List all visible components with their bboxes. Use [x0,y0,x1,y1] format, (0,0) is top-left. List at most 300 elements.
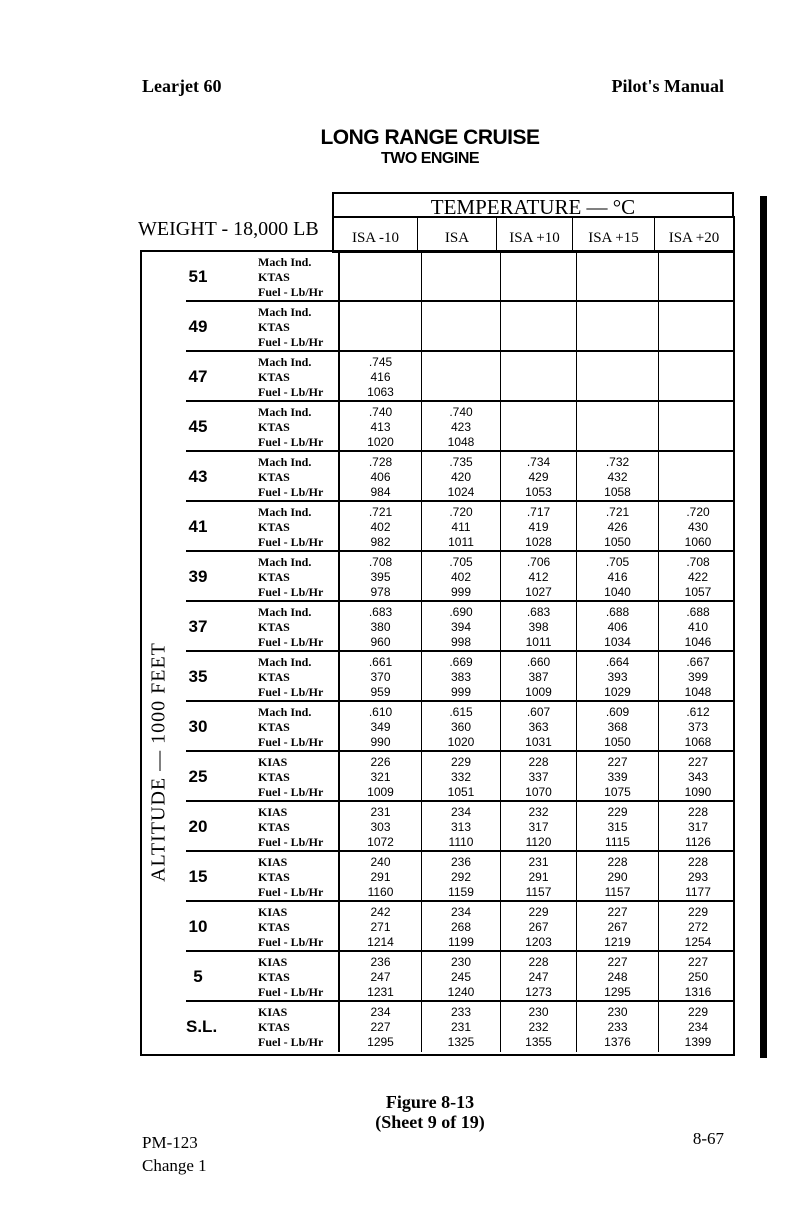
cell-value: .740 [368,405,393,419]
cell-value: 399 [687,670,709,684]
table-cell [500,502,576,550]
table-cell [338,1002,421,1052]
parameter-label: KTAS [258,520,290,534]
parameter-label: Fuel - Lb/Hr [258,735,324,749]
altitude-value: 15 [188,867,208,886]
cell-value: .732 [605,455,630,469]
cell-value: 432 [607,470,628,484]
parameter-label: Mach Ind. [258,405,312,419]
cell-value: .708 [368,555,393,569]
parameter-label: Fuel - Lb/Hr [258,935,324,949]
cell-value: 1050 [604,535,631,549]
cell-value: .661 [368,655,393,669]
parameter-labels [210,952,338,1000]
cell-value: 227 [607,905,628,919]
cell-value: 411 [451,520,471,534]
cell-value: 233 [450,1005,472,1019]
table-cell [500,302,576,350]
cell-value [340,305,421,320]
table-cell [338,552,421,600]
table-cell [421,302,500,350]
cell-value: 1159 [448,885,474,899]
cell-value: .660 [526,655,551,669]
column-header: ISA [417,218,496,250]
parameter-label: Mach Ind. [258,455,312,469]
table-cell [338,402,421,450]
table-cell [658,802,737,850]
table-row [186,852,735,902]
cell-value: .607 [526,705,551,719]
cell-value: 1214 [367,935,394,949]
cell-value: .690 [449,605,473,619]
cell-value [659,270,737,285]
cell-value: 227 [607,755,628,769]
table-row [186,252,735,302]
cell-value: 982 [370,535,391,549]
cell-value: 236 [450,855,472,869]
cell-value: 430 [687,520,709,534]
table-cell [500,652,576,700]
cell-value: .705 [605,555,630,569]
cell-value [501,305,576,320]
cell-value [659,405,737,420]
cell-value: 343 [687,770,709,784]
cell-value [501,270,576,285]
cell-value: 1048 [684,685,712,699]
cell-value: 990 [370,735,391,749]
cell-value: 1034 [604,635,631,649]
cell-value: 394 [450,620,472,634]
table-cell [338,502,421,550]
cell-value: 228 [687,855,709,869]
cell-value: 380 [370,620,391,634]
cell-value [340,255,421,270]
cell-value [659,385,737,400]
parameter-label: Fuel - Lb/Hr [258,485,324,499]
cell-value: 1024 [447,485,475,499]
cell-value: 1029 [604,685,631,699]
parameter-labels [210,452,338,500]
cell-value: 236 [370,955,391,969]
parameter-label: KTAS [258,920,290,934]
cell-value: 226 [370,755,391,769]
altitude-value: S.L. [186,1017,218,1036]
table-cell [421,352,500,400]
cell-value: 1325 [447,1035,475,1049]
altitude-value: 39 [188,567,208,586]
altitude-value: 20 [188,817,208,836]
cell-value: 247 [528,970,549,984]
cell-value [577,320,658,335]
altitude-value: 47 [188,367,208,386]
cell-value: 420 [450,470,472,484]
cell-value: 291 [370,870,391,884]
parameter-label: Fuel - Lb/Hr [258,1035,324,1049]
cell-value: 959 [370,685,391,699]
cell-value: 293 [687,870,709,884]
parameter-label: KTAS [258,820,290,834]
table-row [186,452,735,502]
cell-value: 1072 [367,835,394,849]
parameter-label: KTAS [258,720,290,734]
cell-value: 240 [370,855,391,869]
parameter-label: KTAS [258,620,290,634]
cell-value: 227 [687,755,709,769]
table-cell [500,902,576,950]
cell-value: 291 [528,870,549,884]
parameter-labels [210,702,338,750]
altitude-value: 30 [188,717,208,736]
table-cell [658,952,737,1000]
table-cell [576,552,658,600]
cell-value: 232 [528,805,549,819]
parameter-label: Mach Ind. [258,305,312,319]
parameter-label: Fuel - Lb/Hr [258,435,324,449]
cell-value: .615 [449,705,473,719]
cell-value: 271 [370,920,391,934]
altitude-axis-label-box [146,512,172,1012]
cell-value: 383 [450,670,472,684]
table-cell [658,852,737,900]
parameter-labels [210,252,338,300]
table-cell [576,702,658,750]
table-row [186,802,735,852]
cell-value: 268 [450,920,472,934]
table-row [186,602,735,652]
cell-value: 332 [450,770,472,784]
cell-value [577,355,658,370]
cell-value [422,270,500,285]
cell-value: 373 [687,720,709,734]
parameter-label: KIAS [258,755,288,769]
cell-value: 393 [607,670,628,684]
cell-value: 426 [607,520,628,534]
cell-value: 245 [450,970,472,984]
cell-value: 230 [528,1005,549,1019]
cell-value: 413 [370,420,391,434]
parameter-labels [210,552,338,600]
cell-value: .688 [605,605,630,619]
header-manual-type: Pilot's Manual [611,76,724,96]
cell-value: 233 [607,1020,628,1034]
cell-value: .706 [526,555,551,569]
cell-value: 1011 [525,635,552,649]
table-cell [576,902,658,950]
cell-value [422,335,500,350]
cruise-table [140,250,735,1056]
cell-value: .721 [368,505,393,519]
cell-value: 234 [450,905,472,919]
cell-value: 360 [450,720,472,734]
cell-value: 1157 [604,885,631,899]
table-cell [500,1002,576,1052]
cell-value: 1048 [447,435,475,449]
table-row [186,652,735,702]
parameter-label: KTAS [258,570,290,584]
altitude-value: 25 [188,767,208,786]
parameter-labels [210,652,338,700]
cell-value: 242 [370,905,391,919]
cell-value [422,370,500,385]
cell-value: 1040 [604,585,631,599]
table-row [186,702,735,752]
cell-value: 395 [370,570,391,584]
parameter-label: Fuel - Lb/Hr [258,385,324,399]
cell-value [501,420,576,435]
cell-value: 1060 [684,535,712,549]
cell-value: .728 [368,455,393,469]
parameter-labels [210,402,338,450]
altitude-value: 45 [188,417,208,436]
cell-value: 978 [370,585,391,599]
cell-value [577,305,658,320]
table-cell [338,952,421,1000]
cell-value: 1231 [367,985,394,999]
cell-value [659,455,737,470]
cell-value [422,385,500,400]
cell-value: .669 [449,655,473,669]
cell-value [659,420,737,435]
cell-value: .612 [686,705,710,719]
parameter-label: Mach Ind. [258,655,312,669]
table-cell [500,852,576,900]
cell-value [577,385,658,400]
cell-value [659,285,737,300]
parameter-label: Fuel - Lb/Hr [258,585,324,599]
cell-value: 1009 [367,785,394,799]
cell-value: 228 [607,855,628,869]
cell-value: .717 [526,505,551,519]
parameter-label: Fuel - Lb/Hr [258,885,324,899]
table-cell [658,252,737,300]
cell-value: 234 [687,1020,709,1034]
cell-value: 229 [687,1005,709,1019]
parameter-labels [210,502,338,550]
cell-value: 267 [528,920,549,934]
cell-value [659,335,737,350]
parameter-label: KTAS [258,370,290,384]
parameter-label: Fuel - Lb/Hr [258,985,324,999]
cell-value: .740 [449,405,473,419]
cell-value: 1355 [525,1035,552,1049]
cell-value: 267 [607,920,628,934]
cell-value: 1376 [604,1035,631,1049]
cell-value: 1009 [525,685,552,699]
parameter-labels [210,752,338,800]
parameter-labels [210,902,338,950]
cell-value [659,305,737,320]
cell-value [501,335,576,350]
parameter-label: Mach Ind. [258,255,312,269]
cell-value: 1160 [367,885,394,899]
cell-value: 419 [528,520,549,534]
table-cell [338,752,421,800]
table-cell [421,252,500,300]
table-cell [421,602,500,650]
cell-value: 231 [528,855,549,869]
cell-value: 1063 [367,385,394,399]
table-row [186,502,735,552]
cell-value: 1295 [367,1035,394,1049]
parameter-label: KTAS [258,770,290,784]
table-cell [658,702,737,750]
cell-value: 290 [607,870,628,884]
cell-value: 398 [528,620,549,634]
parameter-labels [210,852,338,900]
cell-value [659,470,737,485]
cell-value: 337 [528,770,549,784]
cell-value: 1219 [604,935,631,949]
cell-value: .720 [449,505,473,519]
cell-value: 1050 [604,735,631,749]
parameter-labels [210,352,338,400]
cell-value: 406 [607,620,628,634]
parameter-label: KIAS [258,1005,288,1019]
parameter-label: Fuel - Lb/Hr [258,785,324,799]
altitude-value: 35 [188,667,208,686]
table-cell [421,702,500,750]
table-row [186,902,735,952]
cell-value: 1058 [604,485,631,499]
altitude-value: 43 [188,467,208,486]
table-cell [421,552,500,600]
cell-value: 231 [370,805,391,819]
table-cell [500,752,576,800]
cell-value: .745 [368,355,393,369]
weight-label: WEIGHT - 18,000 LB [138,218,319,240]
cell-value: 998 [450,635,472,649]
cell-value [577,270,658,285]
table-cell [500,602,576,650]
table-cell [576,602,658,650]
cell-value: 231 [450,1020,472,1034]
cell-value [659,320,737,335]
column-header: ISA +20 [654,218,733,250]
cell-value [340,320,421,335]
cell-value [659,355,737,370]
footer-change: Change 1 [142,1156,207,1175]
cell-value: .609 [605,705,630,719]
table-cell [421,752,500,800]
cell-value: 1020 [447,735,475,749]
table-cell [500,452,576,500]
column-header: ISA -10 [351,230,400,246]
cell-value: .734 [526,455,551,469]
parameter-label: Fuel - Lb/Hr [258,285,324,299]
table-cell [658,352,737,400]
parameter-label: Fuel - Lb/Hr [258,835,324,849]
table-cell [576,352,658,400]
table-cell [338,902,421,950]
table-cell [421,452,500,500]
cell-value [501,320,576,335]
cell-value: .735 [449,455,473,469]
cell-value [501,285,576,300]
parameter-label: KTAS [258,420,290,434]
table-cell [338,652,421,700]
header-manual-name: Learjet 60 [142,76,222,96]
change-bar [760,196,767,1058]
cell-value: .610 [368,705,393,719]
cell-value: 232 [528,1020,549,1034]
cell-value: 1203 [525,935,552,949]
cell-value: 1051 [447,785,475,799]
table-cell [658,602,737,650]
cell-value: 321 [370,770,391,784]
cell-value [340,270,421,285]
cell-value: 999 [450,585,472,599]
table-cell [338,852,421,900]
cell-value: 303 [370,820,391,834]
table-cell [576,252,658,300]
cell-value: 1110 [448,835,474,849]
temperature-header: TEMPERATURE — °C [332,192,734,216]
cell-value: 1028 [525,535,552,549]
cell-value: 984 [370,485,391,499]
parameter-label: KTAS [258,1020,290,1034]
cell-value [577,285,658,300]
table-cell [500,702,576,750]
table-cell [658,652,737,700]
table-cell [421,902,500,950]
cell-value [422,305,500,320]
table-cell [576,802,658,850]
cell-value [659,255,737,270]
cell-value: 1068 [684,735,712,749]
cell-value [577,420,658,435]
cell-value: 1254 [684,935,712,949]
cell-value: 1011 [448,535,474,549]
cell-value: 1115 [605,835,630,849]
cell-value: 429 [528,470,549,484]
cell-value: 410 [687,620,709,634]
table-cell [658,552,737,600]
cell-value: 1199 [448,935,474,949]
cell-value: 406 [370,470,391,484]
cell-value: 313 [450,820,472,834]
table-cell [576,502,658,550]
table-cell [338,702,421,750]
cell-value [659,370,737,385]
cell-value [577,370,658,385]
table-cell [500,952,576,1000]
cell-value: 1075 [604,785,631,799]
cell-value: 416 [370,370,391,384]
footer-page-number: 8-67 [692,1129,724,1148]
cell-value [501,385,576,400]
cell-value: 1273 [525,985,552,999]
cell-value: 1295 [604,985,631,999]
cell-value: 317 [528,820,549,834]
table-cell [576,452,658,500]
cell-value [501,405,576,420]
parameter-label: KIAS [258,855,288,869]
table-cell [576,302,658,350]
parameter-label: Mach Ind. [258,355,312,369]
cell-value: 960 [370,635,391,649]
page-subtitle: TWO ENGINE [380,150,480,167]
cell-value: 317 [687,820,709,834]
table-row [186,302,735,352]
cell-value: 1399 [684,1035,712,1049]
cell-value: 368 [607,720,628,734]
parameter-label: Fuel - Lb/Hr [258,535,324,549]
altitude-value: 51 [188,267,208,286]
cell-value [577,405,658,420]
table-cell [500,352,576,400]
cell-value: 1177 [685,885,711,899]
altitude-value: 10 [188,917,208,936]
